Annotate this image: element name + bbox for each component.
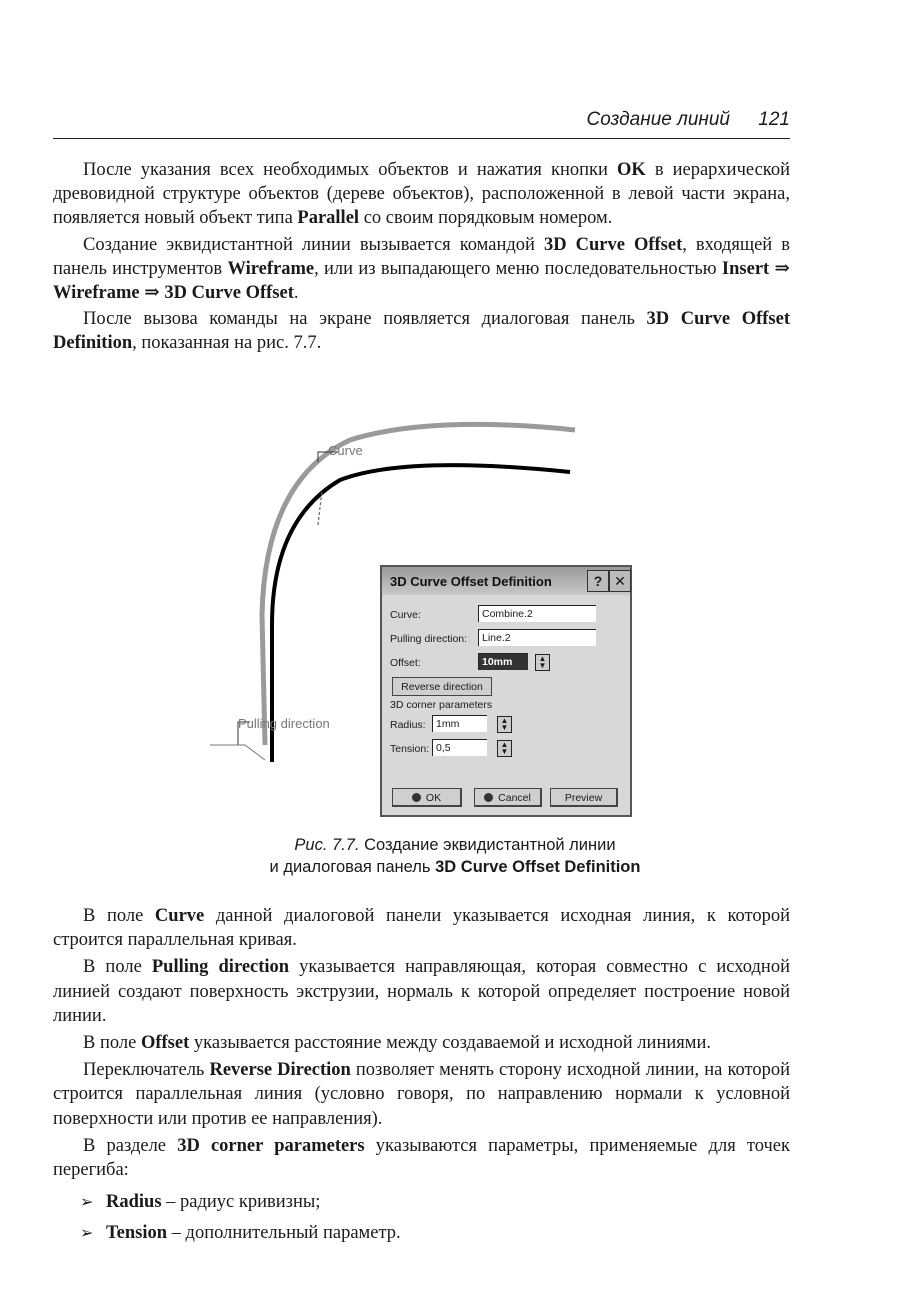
paragraph: В поле Pulling direction указывается направляющая, которая совместно с исходной линией создают поверхность экструзии, нормаль к которой определяет построение новой линии. [53, 957, 790, 1026]
paragraph: Переключатель Reverse Direction позволяет менять сторону исходной линии, на которой строится параллельная линия (условно говоря, по направлению нормали к условной поверхности или против ее направления). [53, 1060, 790, 1129]
radius-spinner[interactable]: ▲ ▼ [497, 716, 512, 733]
offset-spinner[interactable]: ▲ ▼ [535, 654, 550, 671]
paragraph: Создание эквидистантной линии вызывается командой 3D Curve Offset, входящей в панель инструментов Wireframe, или из выпадающего меню последовательностью Insert ⇒ Wireframe ⇒ 3D Curve Offset. [53, 234, 790, 304]
page-number: 121 [758, 109, 790, 130]
pulling-field-label: Pulling direction: [390, 633, 468, 645]
figure-7-7 [150, 400, 690, 830]
dialog-titlebar [382, 567, 630, 595]
direction-label: Pulling direction [238, 716, 330, 731]
reverse-direction-button[interactable]: Reverse direction [392, 677, 492, 696]
offset-field[interactable]: 10mm [478, 653, 528, 670]
arrow-bullet-icon: ➢ [80, 1225, 94, 1243]
body-text-top [53, 158, 790, 356]
close-button[interactable]: ✕ [609, 570, 631, 592]
direction-underline [210, 745, 265, 760]
body-text-bottom [53, 904, 790, 1249]
help-button[interactable]: ? [587, 570, 609, 592]
pulling-direction-field[interactable]: Line.2 [478, 629, 596, 646]
radius-row [390, 713, 620, 737]
curve-field-label: Curve: [390, 609, 421, 621]
offset-row [390, 651, 620, 675]
bullet-list [53, 1187, 790, 1249]
curve-row [390, 603, 620, 627]
bullet-desc: – радиус кривизны; [161, 1192, 321, 1213]
page-header [53, 106, 790, 139]
tension-row [390, 737, 620, 761]
preview-button[interactable]: Preview [550, 788, 618, 807]
curve-offset-dialog [380, 565, 632, 817]
ok-button[interactable] [392, 788, 462, 807]
radius-field[interactable]: 1mm [432, 715, 487, 732]
caption-text-2: и диалоговая панель [269, 858, 436, 876]
caption-line-1 [0, 834, 910, 856]
caption-bold: 3D Curve Offset Definition [435, 858, 641, 876]
paragraph: В поле Offset указывается расстояние между создаваемой и исходной линиями. [83, 1033, 711, 1054]
pulling-row [390, 627, 620, 651]
radius-field-label: Radius: [390, 719, 426, 731]
tension-spinner[interactable]: ▲ ▼ [497, 740, 512, 757]
list-item [53, 1218, 790, 1249]
ok-label: OK [425, 792, 442, 804]
caption-line-2 [0, 856, 910, 878]
dialog-title: 3D Curve Offset Definition [390, 574, 552, 589]
tension-field-label: Tension: [390, 743, 430, 755]
cancel-label: Cancel [498, 792, 531, 804]
paragraph: В разделе 3D corner parameters указываются параметры, применяемые для точек перегиба: [53, 1135, 790, 1181]
curve-field[interactable]: Combine.2 [478, 605, 596, 622]
tension-field[interactable]: 0,5 [432, 739, 487, 756]
bullet-term: Radius [106, 1192, 162, 1213]
running-title: Создание линий [586, 109, 730, 130]
dialog-form [390, 603, 620, 761]
paragraph: После указания всех необходимых объектов и нажатия кнопки OK в иерархической древовидной структуре объектов (дереве объектов), расположенной в левой части экрана, появляется новый объект типа Parallel со своим порядковым номером. [53, 160, 790, 229]
ok-icon [412, 793, 421, 802]
paragraph: После вызова команды на экране появляется диалоговая панель 3D Curve Offset Definition, показанная на рис. 7.7. [53, 309, 790, 354]
arrow-bullet-icon: ➢ [80, 1194, 94, 1212]
bullet-desc: – дополнительный параметр. [167, 1223, 401, 1244]
figure-caption [0, 834, 910, 878]
figure-number: Рис. 7.7. [294, 836, 360, 854]
cancel-icon [484, 793, 493, 802]
corner-section-row [390, 699, 620, 713]
curve-label: Curve [328, 443, 363, 458]
corner-section-label: 3D corner parameters [390, 699, 493, 711]
offset-field-label: Offset: [390, 657, 421, 669]
list-item [53, 1187, 790, 1218]
reverse-row [390, 675, 620, 699]
caption-text-1: Создание эквидистантной линии [364, 836, 616, 854]
bullet-term: Tension [106, 1223, 168, 1244]
cancel-button[interactable] [474, 788, 542, 807]
paragraph: В поле Curve данной диалоговой панели указывается исходная линия, к которой строится параллельная кривая. [53, 906, 790, 951]
